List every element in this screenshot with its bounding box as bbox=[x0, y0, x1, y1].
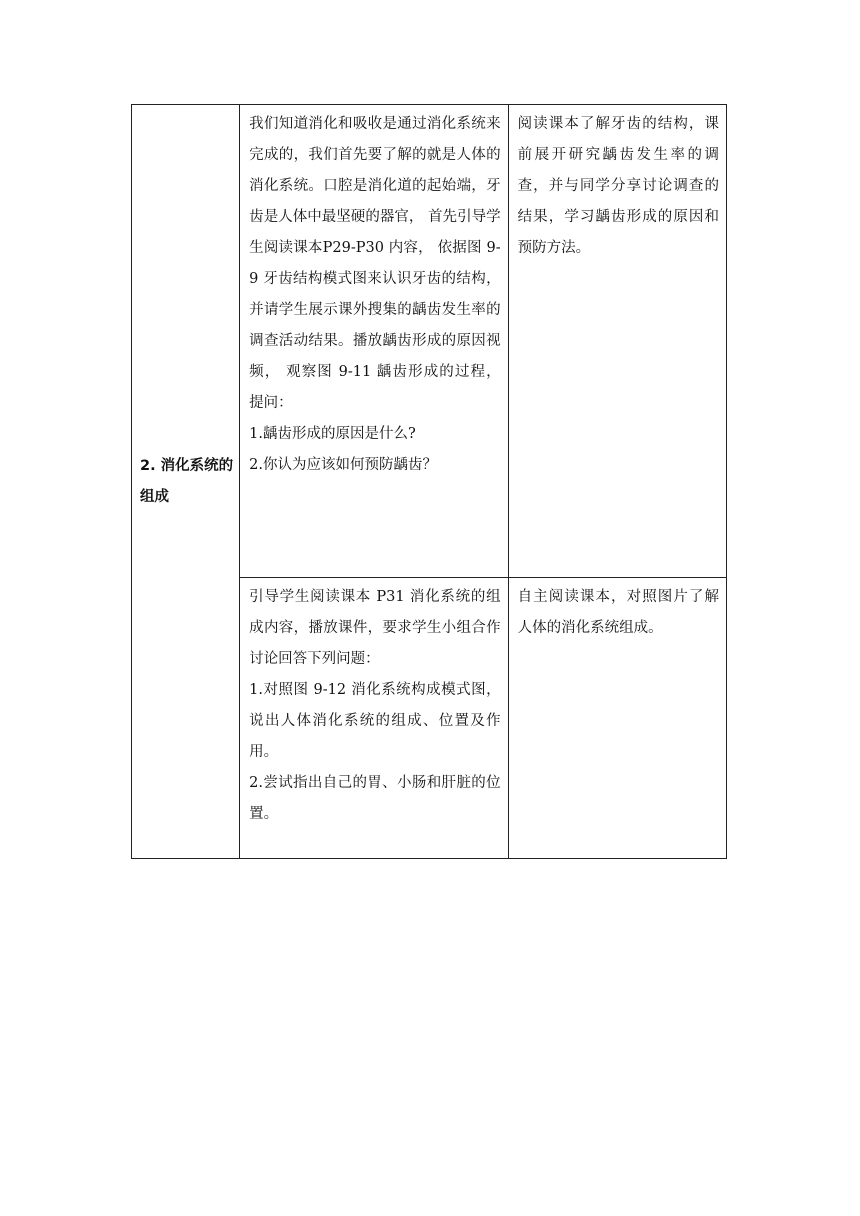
teacher-activity-cell bbox=[240, 578, 508, 859]
student-activity-cell bbox=[508, 105, 726, 578]
question-item: 2.你认为应该如何预防龋齿？ bbox=[249, 457, 438, 473]
teacher-activity-text: 我们知道消化和吸收是通过消化系统来完成的，我们首先要了解的就是人体的消化系统。口腔是消化道的起始端，牙齿是人体中最坚硬的器官， 首先引导学生阅读课本P29-P30 内容， 依据图 9-9 牙齿结构模式图来认识牙齿的结构，并请学生展示课外搜集的龋齿发生率的调查活动结果。播放龋齿形成的原因视频， 观察图 9-11 龋齿形成的过程， 提问： bbox=[249, 116, 501, 411]
lesson-plan-table bbox=[131, 104, 727, 859]
question-item: 2.尝试指出自己的胃、小肠和肝脏的位置。 bbox=[249, 775, 501, 822]
question-item: 1.对照图 9-12 消化系统构成模式图，说出人体消化系统的组成、位置及作用。 bbox=[249, 682, 501, 760]
student-activity-text: 自主阅读课本，对照图片了解人体的消化系统组成。 bbox=[517, 589, 719, 636]
section-title: 2. 消化系统的组成 bbox=[140, 457, 234, 505]
table-row bbox=[132, 105, 727, 578]
teacher-activity-text: 引导学生阅读课本 P31 消化系统的组成内容，播放课件，要求学生小组合作讨论回答下列问题： bbox=[249, 589, 501, 667]
student-activity-cell bbox=[508, 578, 726, 859]
teacher-activity-cell bbox=[240, 105, 508, 578]
student-activity-text: 阅读课本了解牙齿的结构，课前展开研究龋齿发生率的调查，并与同学分享讨论调查的结果，学习龋齿形成的原因和预防方法。 bbox=[517, 116, 719, 256]
section-cell bbox=[132, 105, 240, 859]
question-item: 1.龋齿形成的原因是什么? bbox=[249, 426, 416, 442]
